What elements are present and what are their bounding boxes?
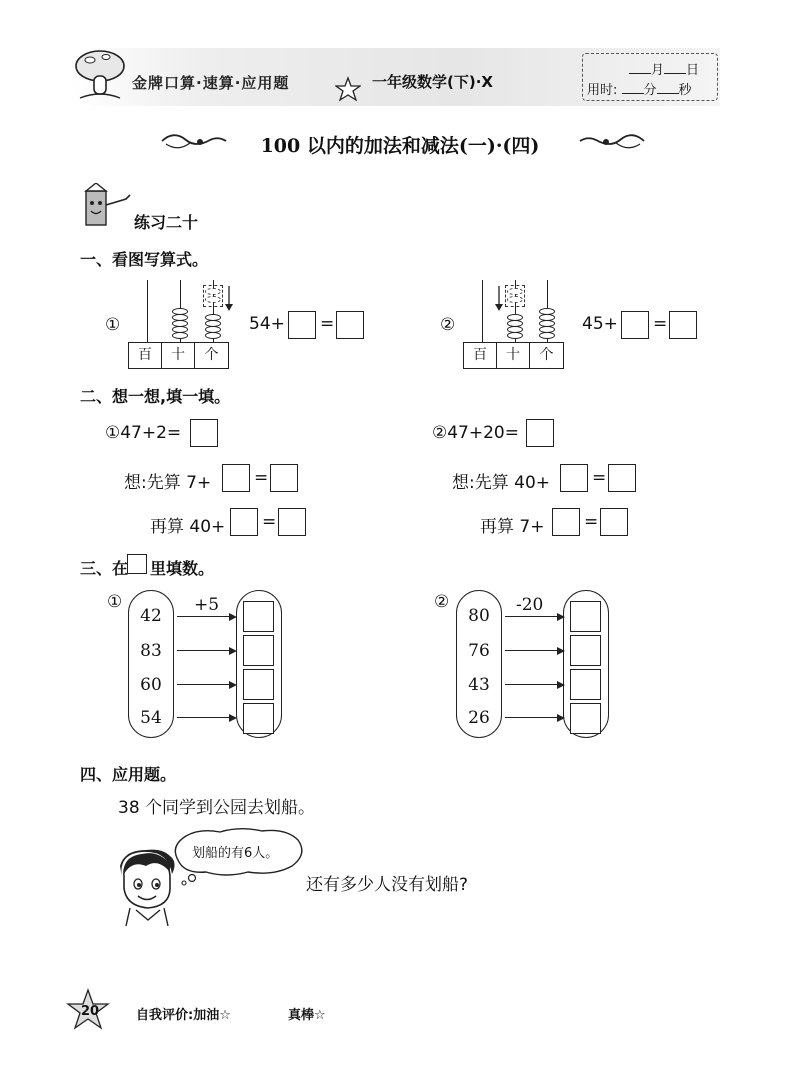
series-title: 金牌口算·速算·应用题	[132, 74, 290, 92]
s3-item2-arrow	[505, 650, 558, 651]
s2-item1-answer-box[interactable]	[190, 419, 218, 447]
abacus1-label-tens: 十	[162, 343, 195, 368]
date-time-box	[582, 53, 718, 101]
self-evaluation-label: 自我评价:加油☆	[136, 1008, 231, 1023]
down-arrow-icon	[494, 286, 504, 312]
s1-item1-answer-box-1[interactable]	[288, 311, 316, 339]
abacus1-added-bead	[205, 296, 221, 303]
s1-item2-index: ②	[440, 315, 456, 335]
star-icon	[335, 76, 361, 102]
section4-heading: 四、应用题。	[80, 765, 177, 784]
s3-item1-number: 83	[140, 641, 162, 661]
s2-item2-think-box-2[interactable]	[608, 464, 636, 492]
s2-item1-expr: ①47+2=	[105, 423, 182, 443]
s3-item1-result-box[interactable]	[243, 635, 274, 666]
time-line	[587, 79, 692, 98]
s1-item1-expr: 54+	[249, 314, 285, 334]
s2-item1-then-box-2[interactable]	[278, 508, 306, 536]
great-label: 真棒☆	[288, 1008, 326, 1023]
s2-item2-think-box-1[interactable]	[560, 464, 588, 492]
s3-item1-operation: +5	[194, 595, 220, 615]
abacus2-rod-hundreds	[482, 280, 483, 343]
s1-item2-answer-box-2[interactable]	[669, 311, 697, 339]
s1-item1-answer-box-2[interactable]	[336, 311, 364, 339]
s3-item1-arrow	[177, 616, 230, 617]
section3-heading-a: 三、在	[80, 559, 129, 578]
s1-item1-index: ①	[105, 315, 121, 335]
time-minute-label: 分	[643, 83, 657, 98]
s2-item1-then-box-1[interactable]	[230, 508, 258, 536]
s3-item1-arrow	[177, 684, 230, 685]
abacus1-label-ones: 个	[204, 347, 219, 363]
abacus2-bead	[539, 332, 555, 339]
s2-item1-then-eq: =	[262, 512, 277, 532]
mushroom-logo-icon	[72, 44, 130, 102]
date-day-label: 日	[686, 63, 700, 78]
s3-item1-result-box[interactable]	[243, 601, 274, 632]
s2-item1-then: 再算 40+	[150, 517, 226, 537]
abacus2-label-ones: 个	[539, 347, 554, 363]
abacus1-bead	[172, 332, 188, 339]
abacus1-added-bead	[205, 288, 221, 295]
s3-item2-result-box[interactable]	[570, 601, 601, 632]
s3-item1-result-box[interactable]	[243, 703, 274, 734]
abacus2-base	[463, 342, 564, 369]
abacus1-bead	[172, 308, 188, 315]
s2-item2-answer-box[interactable]	[526, 419, 554, 447]
speech-bubble-text: 划船的有6人。	[192, 846, 279, 861]
s4-problem-text: 38 个同学到公园去划船。	[118, 798, 316, 818]
s3-item1-number: 54	[140, 708, 162, 728]
s3-item2-number: 26	[468, 708, 490, 728]
book-title: 一年级数学(下)·X	[372, 73, 493, 91]
abacus1-label-hundreds: 百	[129, 343, 162, 368]
s4-question-text: 还有多少人没有划船?	[306, 875, 469, 895]
abacus2-bead	[507, 332, 523, 339]
s3-item1-number: 42	[140, 606, 162, 626]
abacus2-label-hundreds: 百	[464, 343, 497, 368]
s3-item2-operation: -20	[516, 595, 544, 615]
main-title: 100 以内的加法和减法(一)·(四)	[260, 135, 540, 157]
s2-item2-expr: ②47+20=	[432, 423, 519, 443]
time-second-label: 秒	[678, 83, 692, 98]
s3-item2-arrow	[505, 717, 558, 718]
s1-item2-eq: =	[653, 314, 668, 334]
s3-item2-number: 80	[468, 606, 490, 626]
s1-item1-eq: =	[320, 314, 335, 334]
s2-item2-think: 想:先算 40+	[452, 473, 551, 493]
pencil-mascot-icon	[76, 183, 134, 229]
s2-item1-think-eq: =	[254, 468, 269, 488]
s1-item2-answer-box-1[interactable]	[621, 311, 649, 339]
s2-item1-think: 想:先算 7+	[124, 473, 212, 493]
down-arrow-icon	[224, 286, 234, 312]
abacus2-added-bead	[507, 296, 523, 303]
abacus2-added-bead	[507, 288, 523, 295]
date-line	[629, 59, 699, 78]
section3-heading-box-icon	[127, 554, 147, 574]
right-ornament-icon	[578, 128, 646, 154]
date-month-label: 月	[651, 63, 665, 78]
s2-item2-then-box-2[interactable]	[600, 508, 628, 536]
s3-item1-index: ①	[107, 592, 123, 612]
s3-item1-number: 60	[140, 675, 162, 695]
s3-item1-arrow	[177, 650, 230, 651]
s3-item2-arrow	[505, 684, 558, 685]
s2-item2-then: 再算 7+	[480, 517, 545, 537]
s3-item2-number: 76	[468, 641, 490, 661]
s3-item1-arrow	[177, 717, 230, 718]
s3-item2-arrow	[505, 616, 558, 617]
section1-heading: 一、看图写算式。	[80, 250, 209, 269]
abacus1-base	[128, 342, 229, 369]
s2-item2-think-eq: =	[592, 468, 607, 488]
boy-character-icon	[112, 848, 184, 928]
abacus1-bead	[205, 332, 221, 339]
s2-item2-then-box-1[interactable]	[552, 508, 580, 536]
exercise-title: 练习二十	[134, 213, 199, 232]
s3-item2-result-box[interactable]	[570, 669, 601, 700]
abacus1-rod-hundreds	[147, 280, 148, 343]
s3-item2-result-box[interactable]	[570, 703, 601, 734]
s3-item2-result-box[interactable]	[570, 635, 601, 666]
s3-item2-index: ②	[434, 592, 450, 612]
section3-heading-b: 里填数。	[150, 559, 215, 578]
abacus2-label-tens: 十	[497, 343, 530, 368]
page-number: 20	[81, 1004, 100, 1019]
s3-item1-result-box[interactable]	[243, 669, 274, 700]
s3-item2-number: 43	[468, 675, 490, 695]
s2-item1-think-box-2[interactable]	[270, 464, 298, 492]
section2-heading: 二、想一想,填一填。	[80, 387, 231, 406]
s2-item2-then-eq: =	[584, 512, 599, 532]
s2-item1-think-box-1[interactable]	[222, 464, 250, 492]
time-label: 用时:	[587, 83, 618, 98]
s1-item2-expr: 45+	[582, 314, 618, 334]
